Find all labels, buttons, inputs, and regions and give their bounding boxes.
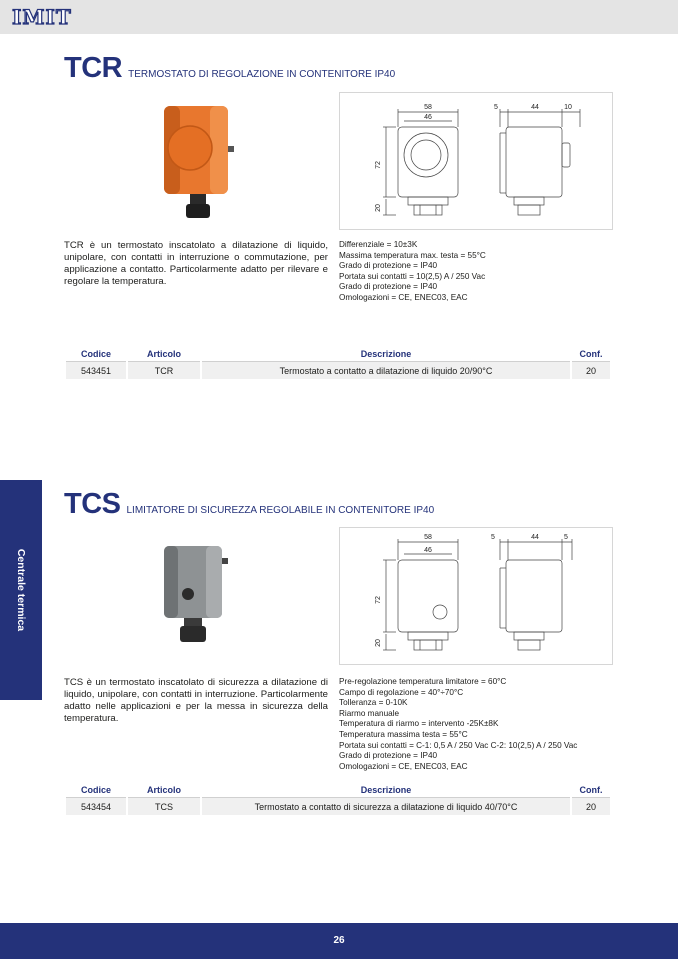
product-specs-tcr [339, 240, 486, 304]
spec-line: Portata sui contatti = C-1: 0,5 A / 250 Vac C-2: 10(2,5) A / 250 Vac [339, 740, 578, 750]
product-title-tcs [64, 488, 434, 521]
side-depth-label: 44 [531, 534, 539, 541]
product-photo-tcr [150, 100, 246, 222]
spec-line: Riarmo manuale [339, 708, 400, 718]
spec-line: Grado di protezione = IP40 [339, 282, 438, 292]
cell-codice: 543451 [66, 362, 126, 379]
cell-conf: 20 [572, 362, 610, 379]
dim-width-label: 58 [424, 534, 432, 541]
page-number: 26 [333, 935, 345, 946]
footer-bar [0, 923, 678, 959]
product-description-tcs: TCS è un termostato inscatolato di sicurezza a dilatazione di liquido, unipolare, con contatti in interruzione. Particolarmente adatto nelle applicazioni e per la messa in sicurezza della temperatura. [64, 677, 328, 724]
spec-line: Portata sui contatti = 10(2,5) A / 250 Vac [339, 271, 486, 281]
table-header-row [66, 782, 610, 798]
dim-inner-label: 46 [424, 547, 432, 554]
spec-line: Grado di protezione = IP40 [339, 751, 438, 761]
table-header-row [66, 346, 610, 362]
cell-conf: 20 [572, 798, 610, 815]
side-depth-label: 44 [531, 104, 539, 111]
table-row [66, 362, 610, 379]
product-table-tcs [64, 782, 612, 815]
product-specs-tcs [339, 677, 577, 772]
header-codice: Codice [66, 782, 126, 798]
spec-line: Campo di regolazione = 40°÷70°C [339, 687, 464, 697]
table-row [66, 798, 610, 815]
spec-line: Differenziale = 10±3K [339, 240, 418, 249]
product-description-tcr: TCR è un termostato inscatolato a dilatazione di liquido, unipolare, con contatti in interruzione o commutazione, per applicazione a contatto. Particolarmente adatto per rilevare e regolare la temperatura. [64, 240, 328, 287]
product-photo-tcs [152, 540, 244, 650]
cell-descrizione: Termostato a contatto di sicurezza a dilatazione di liquido 40/70°C [202, 798, 570, 815]
side-right-label: 10 [564, 104, 572, 111]
product-code: TCS [64, 488, 121, 520]
dim-base-label: 20 [375, 204, 382, 212]
cell-articolo: TCS [128, 798, 200, 815]
dim-width-label: 58 [424, 104, 432, 111]
top-bar [0, 0, 678, 34]
section-side-tab [0, 480, 42, 700]
header-descrizione: Descrizione [202, 346, 570, 362]
side-left-label: 5 [494, 104, 498, 111]
spec-line: Omologazioni = CE, ENEC03, EAC [339, 292, 468, 302]
product-title-tcr [64, 52, 395, 85]
brand-logo: IMIT [12, 5, 72, 29]
spec-line: Temperatura di riarmo = intervento -25K±8K [339, 719, 499, 729]
cell-codice: 543454 [66, 798, 126, 815]
spec-line: Pre-regolazione temperatura limitatore = 60°C [339, 677, 507, 686]
spec-line: Grado di protezione = IP40 [339, 261, 438, 271]
side-right-label: 5 [564, 534, 568, 541]
side-left-label: 5 [491, 534, 495, 541]
product-table-tcr [64, 346, 612, 379]
header-descrizione: Descrizione [202, 782, 570, 798]
cell-articolo: TCR [128, 362, 200, 379]
header-codice: Codice [66, 346, 126, 362]
product-subtitle: LIMITATORE DI SICUREZZA REGOLABILE IN CONTENITORE IP40 [126, 505, 435, 516]
technical-drawing-tcr [339, 92, 613, 230]
header-articolo: Articolo [128, 782, 200, 798]
dim-height-label: 72 [375, 161, 382, 169]
header-articolo: Articolo [128, 346, 200, 362]
spec-line: Massima temperatura max. testa = 55°C [339, 250, 486, 260]
dim-base-label: 20 [375, 639, 382, 647]
dial-icon [168, 126, 212, 170]
product-code: TCR [64, 52, 123, 84]
cell-descrizione: Termostato a contatto a dilatazione di liquido 20/90°C [202, 362, 570, 379]
header-conf: Conf. [572, 346, 610, 362]
product-subtitle: TERMOSTATO DI REGOLAZIONE IN CONTENITORE IP40 [128, 69, 396, 80]
technical-drawing-tcs [339, 527, 613, 665]
header-conf: Conf. [572, 782, 610, 798]
spec-line: Temperatura massima testa = 55°C [339, 729, 468, 739]
dim-height-label: 72 [375, 596, 382, 604]
spec-line: Tolleranza = 0-10K [339, 698, 408, 708]
dim-inner-label: 46 [424, 114, 432, 121]
side-tab-label: Centrale termica [15, 548, 27, 632]
spec-line: Omologazioni = CE, ENEC03, EAC [339, 761, 468, 771]
reset-knob-icon [182, 588, 194, 600]
